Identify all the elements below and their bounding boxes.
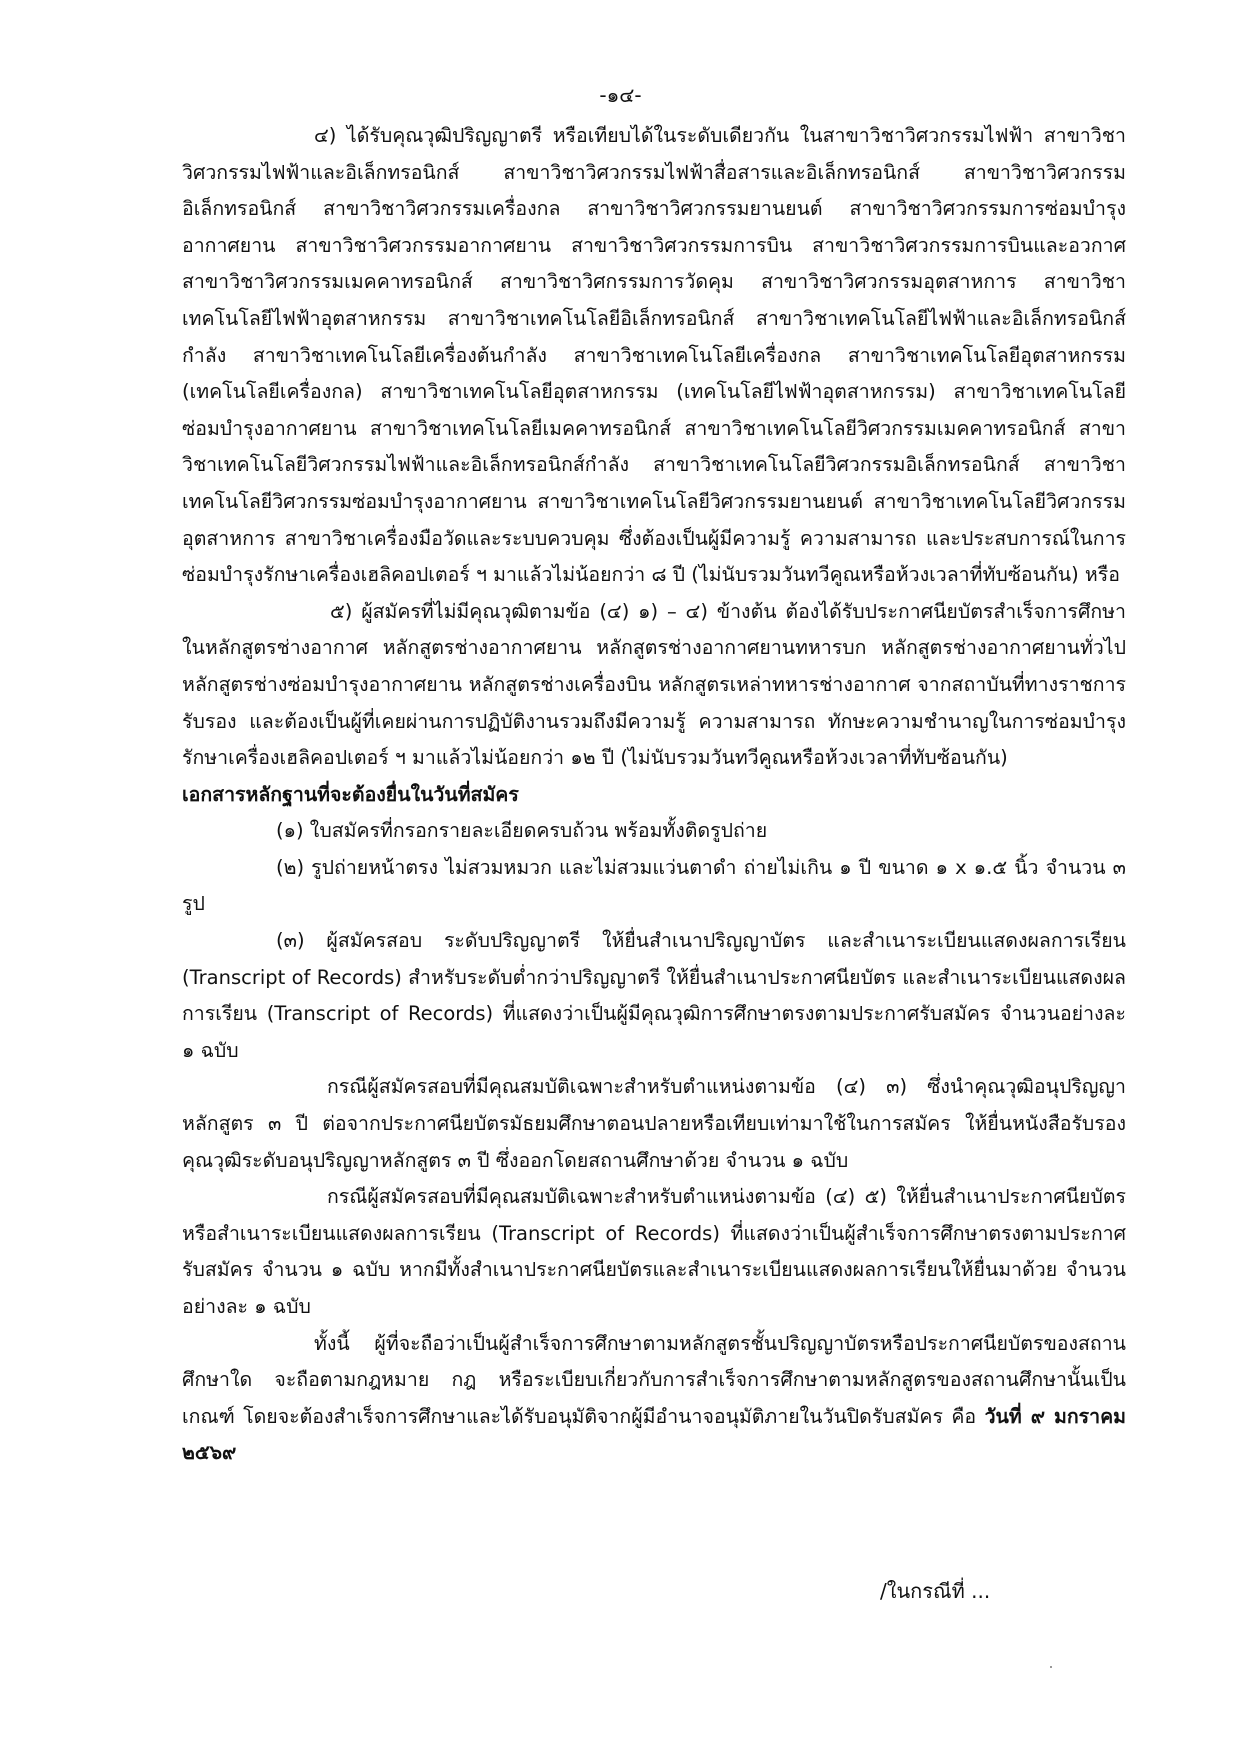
graduation-note [182, 1326, 1126, 1472]
document-item-2: (๒) รูปถ่ายหน้าตรง ไม่สวมหมวก และไม่สวมแว่นตาดำ ถ่ายไม่เกิน ๑ ปี ขนาด ๑ x ๑.๕ นิ้ว จำนวน ๓ รูป [182, 855, 1126, 916]
documents-heading: เอกสารหลักฐานที่จะต้องยื่นในวันที่สมัคร [182, 782, 519, 806]
qualification-item-5: ๕) ผู้สมัครที่ไม่มีคุณวุฒิตามข้อ (๔) ๑) – ๔) ข้างต้น ต้องได้รับประกาศนียบัตรสำเร็จการศึกษาในหลักสูตรช่างอากาศ หลักสูตรช่างอากาศยาน หลักสูตรช่างอากาศยานทหารบก หลักสูตรช่างอากาศยานทั่วไป หลักสูตรช่างซ่อมบำรุงอากาศยาน หลักสูตรช่างเครื่องบิน หลักสูตรเหล่าทหารช่างอากาศ จากสถาบันที่ทางราชการรับรอง และต้องเป็นผู้ที่เคยผ่านการปฏิบัติงานรวมถึงมีความรู้ ความสามารถ ทักษะความชำนาญในการซ่อมบำรุงรักษาเครื่องเฮลิคอปเตอร์ ฯ มาแล้วไม่น้อยกว่า ๑๒ ปี (ไม่นับรวมวันทวีคูณหรือห้วงเวลาที่ทับซ้อนกัน) [182, 599, 1126, 770]
closing-date: วันที่ ๙ มกราคม ๒๕๖๙ [182, 1404, 1126, 1465]
continued-marker: /ในกรณีที่ ... [880, 1579, 991, 1603]
document-item-3: (๓) ผู้สมัครสอบ ระดับปริญญาตรี ให้ยื่นสำเนาปริญญาบัตร และสำเนาระเบียนแสดงผลการเรียน (Transcript of Records) สำหรับระดับต่ำกว่าปริญญาตรี ให้ยื่นสำเนาประกาศนียบัตร และสำเนาระเบียนแสดงผลการเรียน (Transcript of Records) ที่แสดงว่าเป็นผู้มีคุณวุฒิการศึกษาตรงตามประกาศรับสมัคร จำนวนอย่างละ ๑ ฉบับ [182, 929, 1126, 1062]
document-case-1: กรณีผู้สมัครสอบที่มีคุณสมบัติเฉพาะสำหรับตำแหน่งตามข้อ (๔) ๓) ซึ่งนำคุณวุฒิอนุปริญญาหลักสูตร ๓ ปี ต่อจากประกาศนียบัตรมัธยมศึกษาตอนปลายหรือเทียบเท่ามาใช้ในการสมัคร ให้ยื่นหนังสือรับรองคุณวุฒิระดับอนุปริญญาหลักสูตร ๓ ปี ซึ่งออกโดยสถานศึกษาด้วย จำนวน ๑ ฉบับ [182, 1075, 1126, 1172]
scan-speck [1050, 1666, 1052, 1668]
document-item-1: (๑) ใบสมัครที่กรอกรายละเอียดครบถ้วน พร้อมทั้งติดรูปถ่าย [276, 819, 768, 843]
qualification-item-4: ๔) ได้รับคุณวุฒิปริญญาตรี หรือเทียบได้ในระดับเดียวกัน ในสาขาวิชาวิศวกรรมไฟฟ้า สาขาวิชาวิศวกรรมไฟฟ้าและอิเล็กทรอนิกส์ สาขาวิชาวิศวกรรมไฟฟ้าสื่อสารและอิเล็กทรอนิกส์ สาขาวิชาวิศวกรรมอิเล็กทรอนิกส์ สาขาวิชาวิศวกรรมเครื่องกล สาขาวิชาวิศวกรรมยานยนต์ สาขาวิชาวิศวกรรมการซ่อมบำรุงอากาศยาน สาขาวิชาวิศวกรรมอากาศยาน สาขาวิชาวิศวกรรมการบิน สาขาวิชาวิศวกรรมการบินและอวกาศ สาขาวิชาวิศวกรรมเมคคาทรอนิกส์ สาขาวิชาวิศกรรมการวัดคุม สาขาวิชาวิศวกรรมอุตสาหการ สาขาวิชาเทคโนโลยีไฟฟ้าอุตสาหกรรม สาขาวิชาเทคโนโลยีอิเล็กทรอนิกส์ สาขาวิชาเทคโนโลยีไฟฟ้าและอิเล็กทรอนิกส์กำลัง สาขาวิชาเทคโนโลยีเครื่องต้นกำลัง สาขาวิชาเทคโนโลยีเครื่องกล สาขาวิชาเทคโนโลยีอุตสาหกรรม (เทคโนโลยีเครื่องกล) สาขาวิชาเทคโนโลยีอุตสาหกรรม (เทคโนโลยีไฟฟ้าอุตสาหกรรม) สาขาวิชาเทคโนโลยีซ่อมบำรุงอากาศยาน สาขาวิชาเทคโนโลยีเมคคาทรอนิกส์ สาขาวิชาเทคโนโลยีวิศวกรรมเมคคาทรอนิกส์ สาขาวิชาเทคโนโลยีวิศวกรรมไฟฟ้าและอิเล็กทรอนิกส์กำลัง สาขาวิชาเทคโนโลยีวิศวกรรมอิเล็กทรอนิกส์ สาขาวิชาเทคโนโลยีวิศวกรรมซ่อมบำรุงอากาศยาน สาขาวิชาเทคโนโลยีวิศวกรรมยานยนต์ สาขาวิชาเทคโนโลยีวิศวกรรมอุตสาหการ สาขาวิชาเครื่องมือวัดและระบบควบคุม ซึ่งต้องเป็นผู้มีความรู้ ความสามารถ และประสบการณ์ในการซ่อมบำรุงรักษาเครื่องเฮลิคอปเตอร์ ฯ มาแล้วไม่น้อยกว่า ๘ ปี (ไม่นับรวมวันทวีคูณหรือห้วงเวลาที่ทับซ้อนกัน) หรือ [182, 124, 1126, 587]
document-case-2: กรณีผู้สมัครสอบที่มีคุณสมบัติเฉพาะสำหรับตำแหน่งตามข้อ (๔) ๕) ให้ยื่นสำเนาประกาศนียบัตรหรือสำเนาระเบียนแสดงผลการเรียน (Transcript of Records) ที่แสดงว่าเป็นผู้สำเร็จการศึกษาตรงตามประกาศรับสมัคร จำนวน ๑ ฉบับ หากมีทั้งสำเนาประกาศนียบัตรและสำเนาระเบียนแสดงผลการเรียนให้ยื่นมาด้วย จำนวนอย่างละ ๑ ฉบับ [182, 1185, 1126, 1318]
graduation-note-text: ทั้งนี้ ผู้ที่จะถือว่าเป็นผู้สำเร็จการศึกษาตามหลักสูตรชั้นปริญญาบัตรหรือประกาศนียบัตรของสถานศึกษาใด จะถือตามกฎหมาย กฎ หรือระเบียบเกี่ยวกับการสำเร็จการศึกษาตามหลักสูตรของสถานศึกษานั้นเป็นเกณฑ์ โดยจะต้องสำเร็จการศึกษาและได้รับอนุมัติจากผู้มีอำนาจอนุมัติภายในวันปิดรับสมัคร คือ [182, 1331, 1126, 1428]
page-number: -๑๔- [599, 83, 642, 107]
document-body [182, 118, 1126, 1472]
